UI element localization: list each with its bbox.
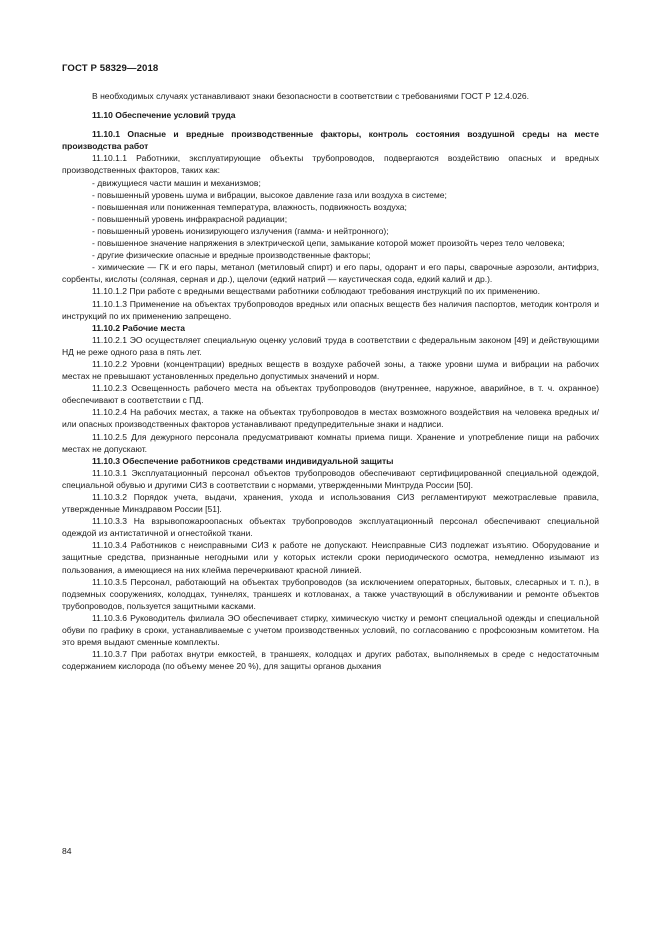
paragraph: 11.10.2.3 Освещенность рабочего места на объектах трубопроводов (внутреннее, наружное, аварийное, в т. ч. охранное) обеспечивают в соответствии с ПД.: [62, 383, 599, 406]
list-item: - движущиеся части машин и механизмов;: [92, 177, 261, 188]
list-item: - другие физические опасные и вредные производственные факторы;: [92, 250, 371, 261]
section-heading: 11.10 Обеспечение условий труда: [92, 110, 236, 121]
document-code: ГОСТ Р 58329—2018: [62, 63, 159, 74]
subsection-heading: 11.10.1 Опасные и вредные производственные факторы, контроль состояния воздушной среды на месте производства работ: [62, 129, 599, 152]
paragraph: 11.10.3.1 Эксплуатационный персонал объектов трубопроводов обеспечивают сертифицированной специальной одеждой, специальной обувью и другими СИЗ в соответствии с нормами, утвержденными Минтруда России [50].: [62, 467, 599, 490]
paragraph: 11.10.1.2 При работе с вредными веществами работники соблюдают требования инструкций по их применению.: [92, 286, 540, 297]
document-body: [62, 90, 599, 672]
paragraph: 11.10.1.3 Применение на объектах трубопроводов вредных или опасных веществ без наличия паспортов, методик контроля и инструкций по их применению запрещено.: [62, 298, 599, 321]
list-item: - повышенный уровень шума и вибрации, высокое давление газа или воздуха в системе;: [92, 189, 447, 200]
paragraph: 11.10.1.1 Работники, эксплуатирующие объекты трубопроводов, подвергаются воздействию опасных и вредных производственных факторов, таких как:: [62, 153, 599, 176]
paragraph: В необходимых случаях устанавливают знаки безопасности в соответствии с требованиями ГОСТ Р 12.4.026.: [92, 91, 529, 101]
paragraph: 11.10.3.5 Персонал, работающий на объектах трубопроводов (за исключением операторных, бытовых, слесарных и т. п.), в подземных сооружениях, колодцах, туннелях, траншеях и котлованах, а также участвующий в обслуживании и ремонте объектов трубопроводов, пользуется защитными касками.: [62, 576, 599, 611]
paragraph: 11.10.2.1 ЭО осуществляет специальную оценку условий труда в соответствии с федеральным законом [49] и действующими НД не реже одного раза в пять лет.: [62, 334, 599, 357]
paragraph: 11.10.3.3 На взрывопожароопасных объектах трубопроводов эксплуатационный персонал обеспечивают специальной одеждой из антистатичной и огнестойкой ткани.: [62, 516, 599, 539]
list-item: - повышенный уровень инфракрасной радиации;: [92, 213, 288, 224]
paragraph: 11.10.2.4 На рабочих местах, а также на объектах трубопроводов в местах возможного воздействия на человека вредных и/или опасных производственных факторов устанавливают предупредительные знаки и надписи.: [62, 407, 599, 430]
list-item: - повышенный уровень ионизирующего излучения (гамма- и нейтронного);: [92, 225, 389, 236]
subsection-heading: 11.10.2 Рабочие места: [92, 322, 186, 333]
page-number: 84: [62, 846, 72, 856]
paragraph: 11.10.3.4 Работников с неисправными СИЗ к работе не допускают. Неисправные СИЗ подлежат изъятию. Оборудование и защитные средства, признанные негодными или у которых истекли сроки периодического осмотра, немедленно изымают из пользования, а имеющиеся на них клейма перечеркивают красной линией.: [62, 540, 599, 575]
paragraph: 11.10.3.7 При работах внутри емкостей, в траншеях, колодцах и других работах, выполняемых в среде с недостаточным содержанием кислорода (по объему менее 20 %), для защиты органов дыхания: [62, 649, 599, 672]
paragraph: 11.10.3.6 Руководитель филиала ЭО обеспечивает стирку, химическую чистку и ремонт специальной одежды и специальной обуви по графику в сроки, устанавливаемые с учетом производственных условий, по согласованию с профсоюзным комитетом. На это время выдают сменные комплекты.: [62, 612, 599, 648]
list-item: - повышенное значение напряжения в электрической цепи, замыкание которой может произойть через тело человека;: [92, 238, 565, 249]
paragraph: 11.10.2.2 Уровни (концентрации) вредных веществ в воздухе рабочей зоны, а также уровни шума и вибрации на рабочих местах не превышают установленных предельно допустимых значений и норм.: [62, 358, 599, 382]
paragraph: 11.10.3.2 Порядок учета, выдачи, хранения, ухода и использования СИЗ регламентируют межотраслевые правила, утвержденные Минздравом России [51].: [62, 492, 599, 515]
list-item: - химические — ГК и его пары, метанол (метиловый спирт) и его пары, одорант и его пары, сварочные аэрозоли, антифриз, сорбенты, кислоты (соляная, серная и др.), щелочи (едкий натрий — каустическая сода, едкий калий и др.).: [62, 262, 599, 285]
subsection-heading: 11.10.3 Обеспечение работников средствами индивидуальной защиты: [92, 455, 394, 466]
paragraph: 11.10.2.5 Для дежурного персонала предусматривают комнаты приема пищи. Хранение и употребление пищи на рабочих местах не допускают.: [62, 431, 599, 454]
list-item: - повышенная или пониженная температура, влажность, подвижность воздуха;: [92, 201, 407, 212]
